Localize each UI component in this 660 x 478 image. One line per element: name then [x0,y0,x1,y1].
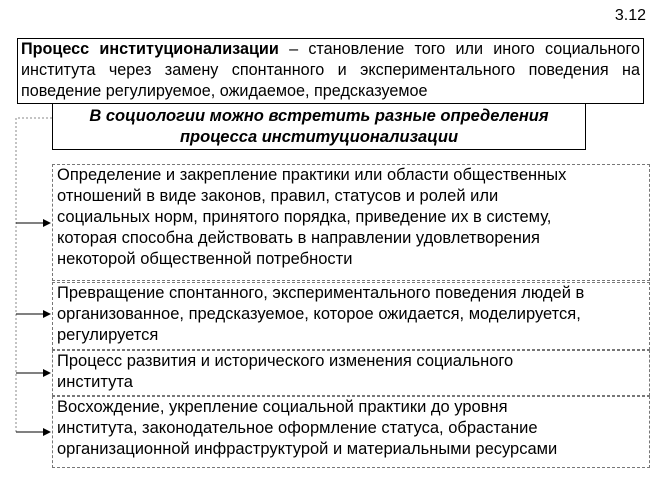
item-1-line-5: некоторой общественной потребности [57,250,353,268]
item-4-line-2: института, законодательное оформление статуса, обрастание [57,419,538,437]
item-1-line-4: которая способна действовать в направлении удовлетворения [57,229,540,247]
item-2-line-3: регулируется [57,326,159,344]
item-4-line-1: Восхождение, укрепление социальной практики до уровня [57,398,508,416]
definition-text: – становление того или иного социального института через замену спонтанного и экспериментального поведения на поведение регулируемое, ожидаемое, предсказуемое [21,40,640,100]
definition-item-4 [52,396,650,468]
item-1-line-3: социальных норм, принятого порядка, приведение их в систему, [57,208,552,226]
heading-line-1: В социологии можно встретить разные определения [89,107,549,125]
item-3-line-1: Процесс развития и исторического изменения социального [57,352,514,370]
item-3-line-2: института [57,373,133,391]
item-2-line-1: Превращение спонтанного, экспериментального поведения людей в [57,284,585,302]
item-1-line-1: Определение и закрепление практики или области общественных [57,166,567,184]
slide-number: 3.12 [614,7,646,24]
definition-item-1 [52,164,650,281]
definition-term: Процесс институционализации [21,40,279,58]
item-1-line-2: отношений в виде законов, правил, статусов и ролей или [57,187,499,205]
heading-line-2: процесса институционализации [179,128,459,146]
definition-item-2 [52,282,650,350]
item-2-line-2: организованное, предсказуемое, которое ожидается, моделируется, [57,305,581,323]
item-4-line-3: организационной инфраструктурой и материальными ресурсами [57,440,558,458]
definition-item-3 [52,350,650,396]
